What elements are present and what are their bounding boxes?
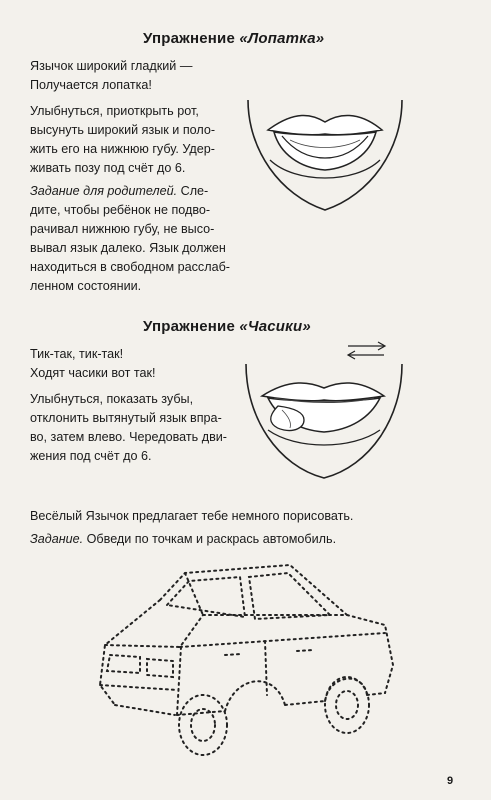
parent-task-lopatka: Задание для родителей. Сле- дите, чтобы ребёнок не подво- рачивал нижнюю губу, не высо- вывал язык далеко. Язык должен находиться в свободном расслаб- ленном состоянии. xyxy=(30,184,230,293)
poem-lopatka: Язычок широкий гладкий — Получается лопатка! xyxy=(30,59,193,92)
bleed-through-text xyxy=(300,36,480,96)
coloring-task: Задание. Обведи по точкам и раскрась автомобиль. xyxy=(30,532,337,546)
mouth-lopatka-illustration xyxy=(240,100,410,240)
poem-chasiki: Тик-так, тик-так! Ходят часики вот так! xyxy=(30,347,156,380)
instructions-lopatka: Улыбнуться, приоткрыть рот, высунуть широкий язык и поло- жить его на нижнюю губу. Удер- живать позу под счёт до 6. xyxy=(30,104,216,175)
coloring-intro: Весёлый Язычок предлагает тебе немного порисовать. xyxy=(30,509,354,523)
exercise-title-chasiki: Упражнение «Часики» xyxy=(143,318,311,335)
page-number: 9 xyxy=(447,775,454,787)
exercise-title-lopatka: Упражнение «Лопатка» xyxy=(143,30,325,47)
mouth-chasiki-illustration xyxy=(238,338,410,488)
instructions-chasiki: Улыбнуться, показать зубы, отклонить вытянутый язык впра- во, затем влево. Чередовать дви- жения под счёт до 6. xyxy=(30,392,227,463)
dotted-car-illustration xyxy=(85,555,415,765)
